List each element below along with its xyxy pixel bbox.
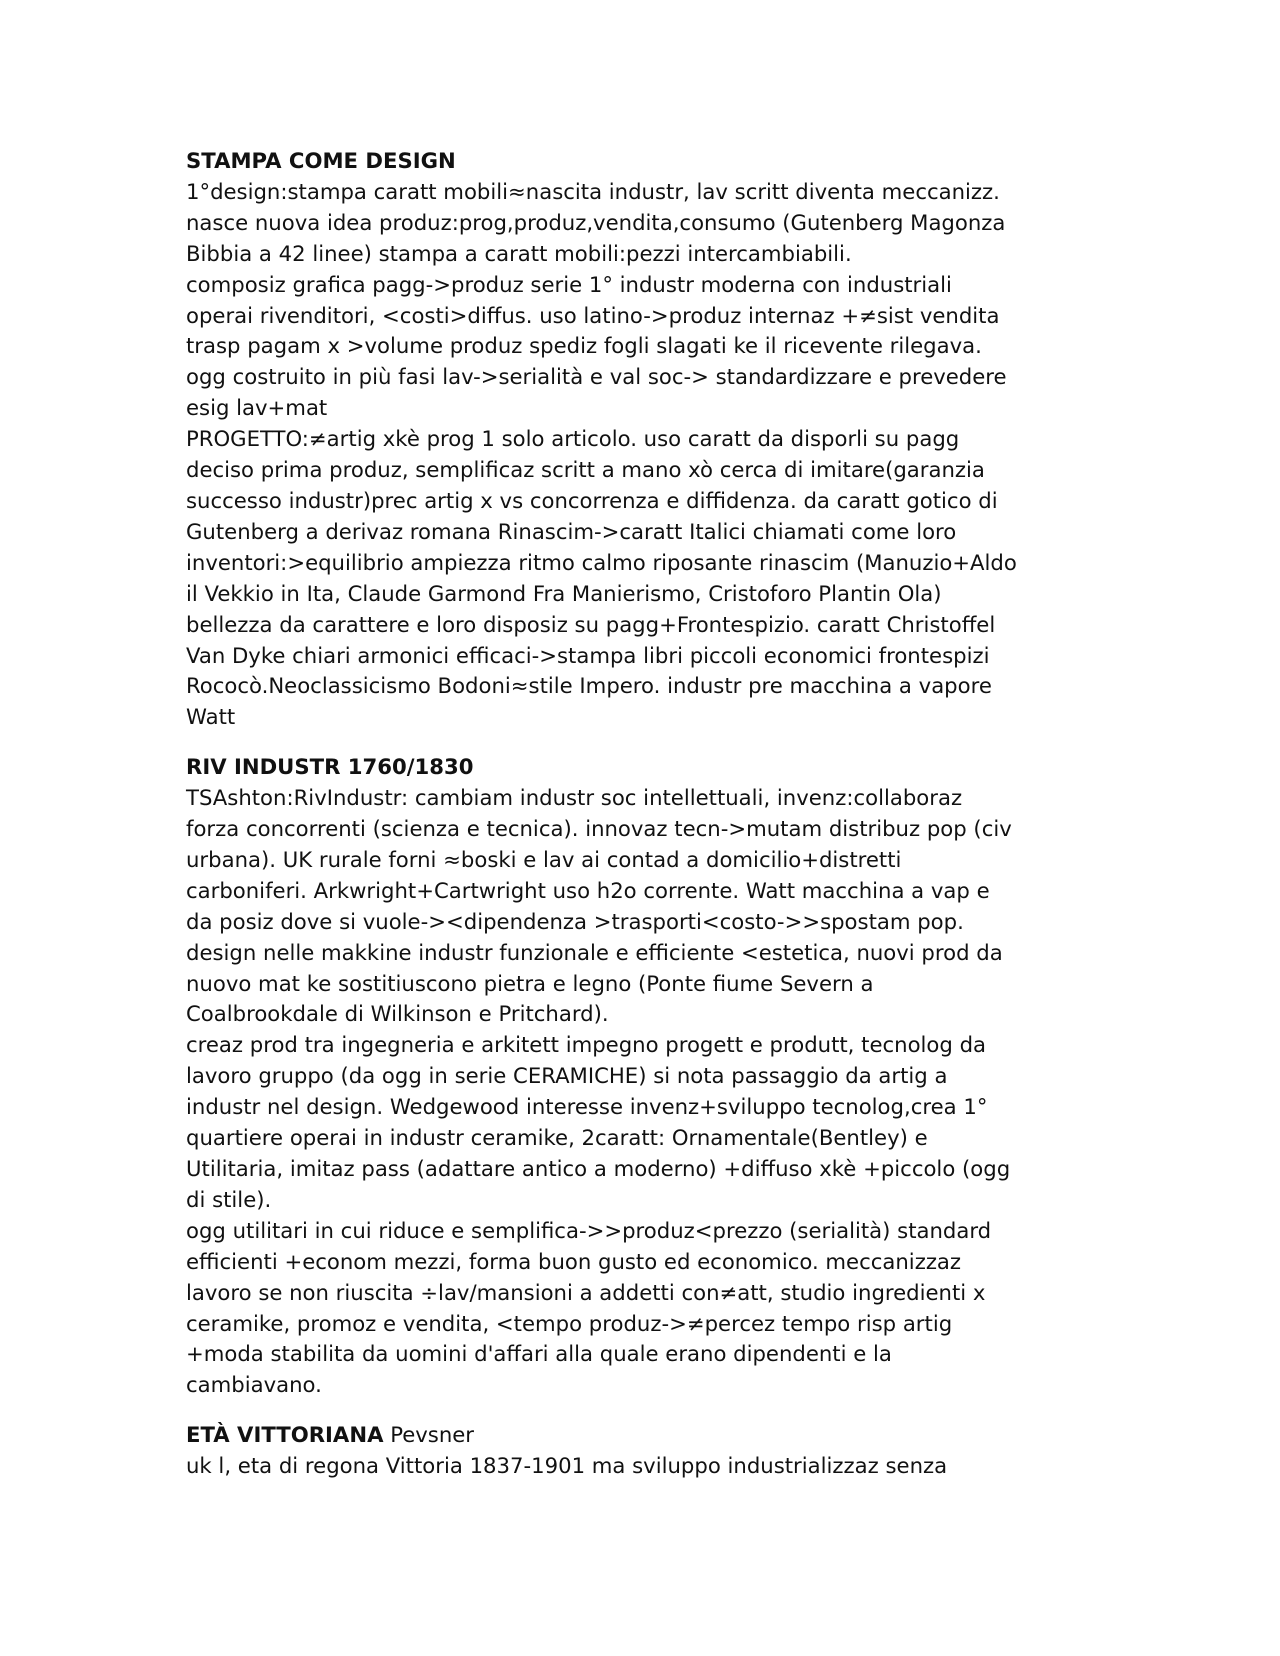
paragraph-line: bellezza da carattere e loro disposiz su pagg+Frontespizio. caratt Christoffel [186,611,996,637]
paragraph-line: Utilitaria, imitaz pass (adattare antico a moderno) +diffuso xkè +piccolo (ogg [186,1156,1011,1181]
paragraph-line: carboniferi. Arkwright+Cartwright uso h2o corrente. Watt macchina a vap e [186,877,990,903]
paragraph-line: Watt [186,704,236,730]
paragraph-line: Gutenberg a derivaz romana Rinascim->caratt Italici chiamati come loro [186,518,957,544]
document-page [186,146,1086,1482]
paragraph-line: da posiz dove si vuole-><dipendenza >trasporti<costo->>spostam pop. [186,908,964,934]
paragraph-line: cambiavano. [186,1372,322,1398]
paragraph-line: il Vekkio in Ita, Claude Garmond Fra Manierismo, Cristoforo Plantin Ola) [186,580,942,606]
paragraph-line: PROGETTO:≠artig xkè prog 1 solo articolo. uso caratt da disporli su pagg [186,426,960,452]
section-heading: STAMPA COME DESIGN [186,148,456,173]
section-eta-vittoriana [186,1420,1086,1482]
paragraph-line: creaz prod tra ingegneria e arkitett impegno progett e produtt, tecnolog da [186,1032,987,1058]
paragraph-line: forza concorrenti (scienza e tecnica). innovaz tecn->mutam distribuz pop (civ [186,816,1012,842]
paragraph-line: nasce nuova idea produz:prog,produz,vendita,consumo (Gutenberg Magonza [186,209,1006,235]
paragraph-line: 1°design:stampa caratt mobili≈nascita industr, lav scritt diventa meccanizz. [186,178,1000,204]
paragraph-line: ceramike, promoz e vendita, <tempo produz->≠percez tempo risp artig [186,1310,953,1336]
paragraph-line: deciso prima produz, semplificaz scritt a mano xò cerca di imitare(garanzia [186,457,985,483]
paragraph-line: Bibbia a 42 linee) stampa a caratt mobili:pezzi intercambiabili. [186,240,852,266]
paragraph-line: +moda stabilita da uomini d'affari alla quale erano dipendenti e la [186,1341,892,1367]
paragraph-line: lavoro se non riuscita ÷lav/mansioni a addetti con≠att, studio ingredienti x [186,1279,986,1305]
paragraph-line: urbana). UK rurale forni ≈boski e lav ai contad a domicilio+distretti [186,846,902,872]
paragraph-line: quartiere operai in industr ceramike, 2caratt: Ornamentale(Bentley) e [186,1125,928,1151]
paragraph-line: inventori:>equilibrio ampiezza ritmo calmo riposante rinascim (Manuzio+Aldo [186,549,1017,575]
paragraph-line: successo industr)prec artig x vs concorrenza e diffidenza. da caratt gotico di [186,487,998,513]
paragraph-line: ogg utilitari in cui riduce e semplifica->>produz<prezzo (serialità) standard [186,1217,992,1243]
paragraph-line: uk l, eta di regona Vittoria 1837-1901 ma sviluppo industrializzaz senza [186,1453,948,1479]
paragraph-line: lavoro gruppo (da ogg in serie CERAMICHE) si nota passaggio da artig a [186,1063,948,1089]
paragraph-line: design nelle makkine industr funzionale e efficiente <estetica, nuovi prod da [186,939,1003,965]
paragraph-line: trasp pagam x >volume produz spediz fogli slagati ke il ricevente rilegava. [186,333,982,359]
section-heading: ETÀ VITTORIANA Pevsner [186,1422,475,1448]
paragraph-line: composiz grafica pagg->produz serie 1° industr moderna con industriali [186,271,952,297]
section-subtitle: Pevsner [383,1422,475,1448]
paragraph-line: nuovo mat ke sostitiuscono pietra e legno (Ponte fiume Severn a [186,970,874,996]
paragraph-line: Coalbrookdale di Wilkinson e Pritchard). [186,1001,609,1027]
section-riv-industr [186,752,1086,1401]
paragraph-line: operai rivenditori, <costi>diffus. uso latino->produz internaz +≠sist vendita [186,302,1000,328]
paragraph-line: di stile). [186,1186,272,1212]
paragraph-line: esig lav+mat [186,395,328,421]
section-stampa-come-design [186,146,1086,733]
paragraph-line: TSAshton:RivIndustr: cambiam industr soc intellettuali, invenz:collaboraz [186,785,963,811]
paragraph-line: ogg costruito in più fasi lav->serialità e val soc-> standardizzare e prevedere [186,364,1007,390]
paragraph-line: efficienti +econom mezzi, forma buon gusto ed economico. meccanizzaz [186,1248,962,1274]
section-heading: RIV INDUSTR 1760/1830 [186,754,474,780]
paragraph-line: Rococò.Neoclassicismo Bodoni≈stile Impero. industr pre macchina a vapore [186,673,992,699]
paragraph-line: industr nel design. Wedgewood interesse invenz+sviluppo tecnolog,crea 1° [186,1094,988,1120]
paragraph-line: Van Dyke chiari armonici efficaci->stampa libri piccoli economici frontespizi [186,642,990,668]
